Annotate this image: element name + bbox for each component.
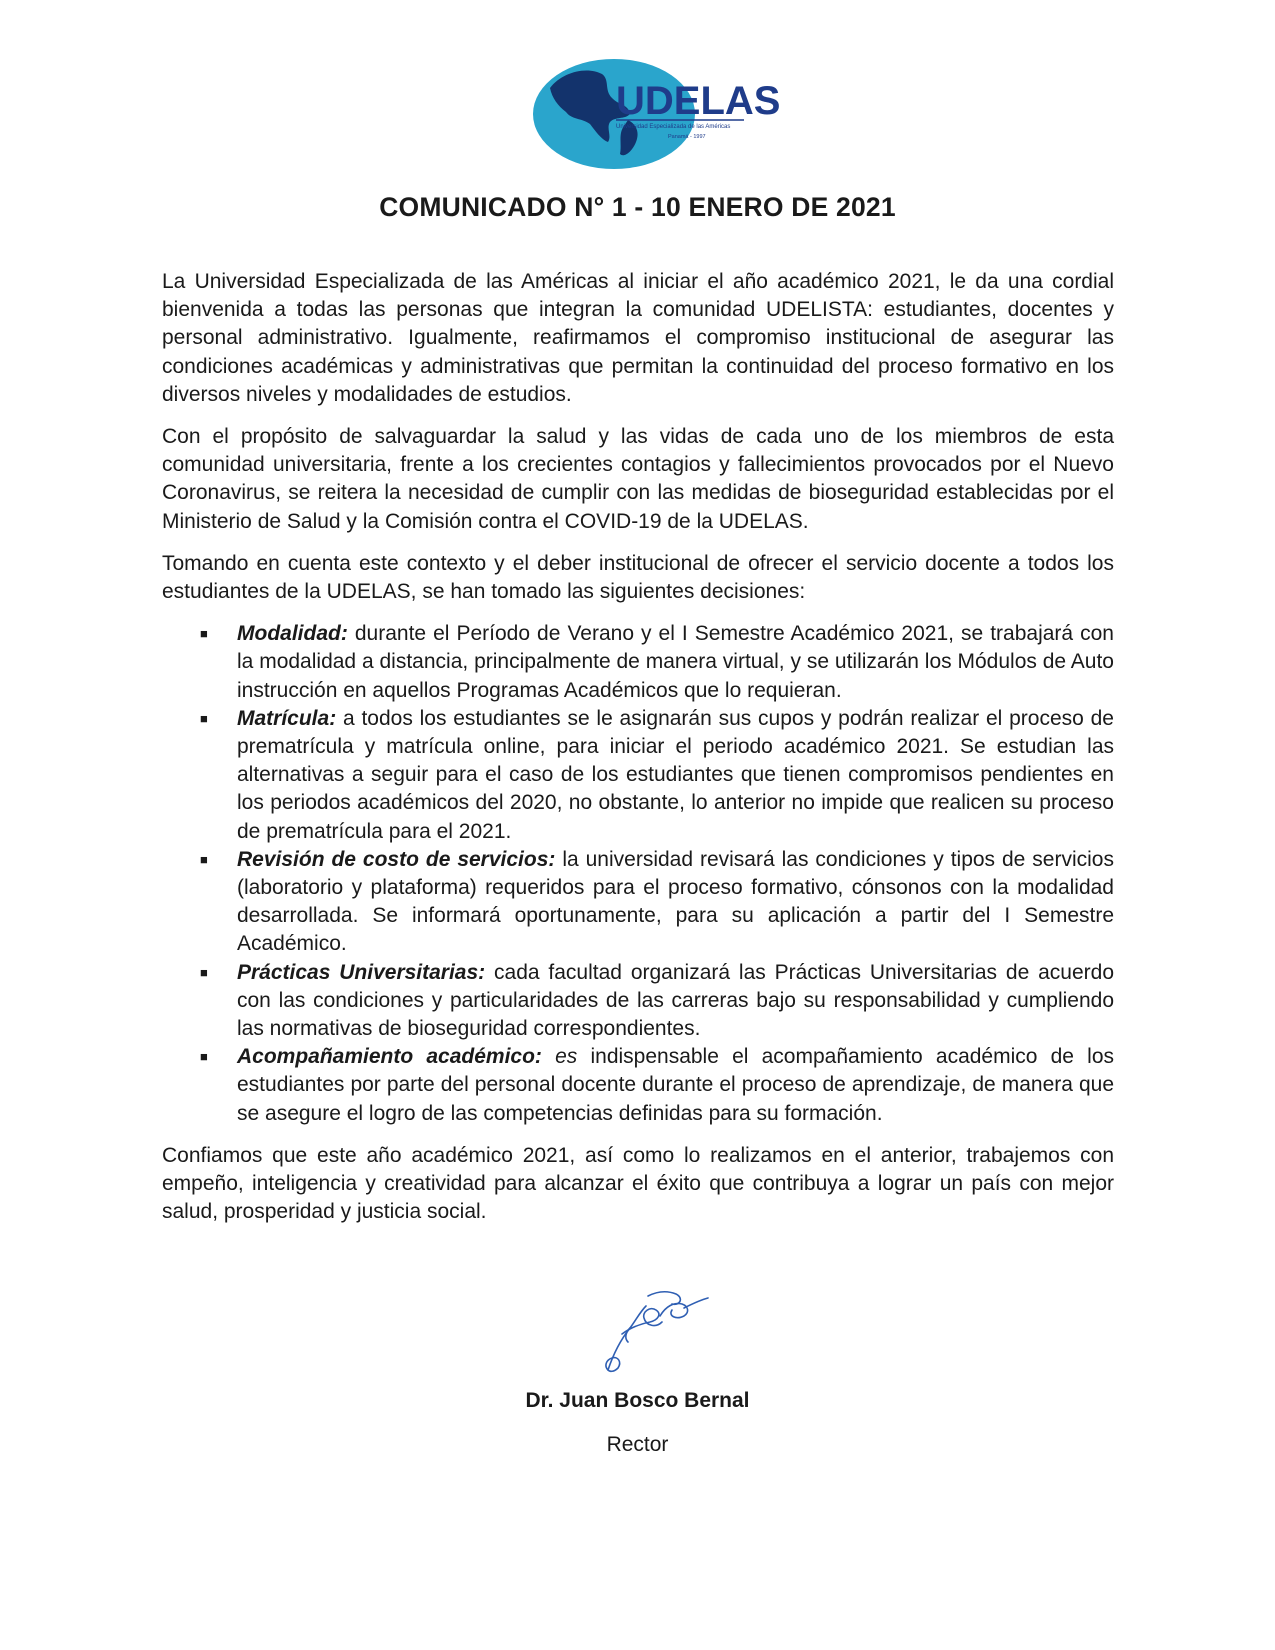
decision-text: la universidad revisará las condiciones y tipos de servicios (laboratorio y plataforma) requeridos para el proceso formativo, cónsonos con la modalidad desarrollada. Se informará oportunamente, para su aplicación a partir del I Semestre Académico.: [237, 847, 1114, 956]
decision-lead: es: [541, 1045, 578, 1069]
decision-label: Prácticas Universitarias:: [237, 960, 486, 984]
logo-place-year: Panamá - 1997: [668, 134, 706, 140]
logo-wordmark: UDELAS: [616, 79, 781, 123]
udelas-logo: [532, 58, 781, 170]
decision-label: Acompañamiento académico:: [237, 1045, 542, 1069]
bullet-square-icon: ■: [200, 851, 208, 867]
paragraph-intro: La Universidad Especializada de las Américas al iniciar el año académico 2021, le da una cordial bienvenida a todas las personas que integran la comunidad UDELISTA: estudiantes, docentes y personal administrativo. Igualmente, reafirmamos el compromiso institucional de asegurar las condiciones académicas y administrativas que permitan la continuidad del proceso formativo en los diversos niveles y modalidades de estudios.: [162, 270, 1114, 406]
decision-text: a todos los estudiantes se le asignarán sus cupos y podrán realizar el proceso de prematrícula y matrícula online, para iniciar el periodo académico 2021. Se estudian las alternativas a seguir para el caso de los estudiantes que tienen compromisos pendientes en los periodos académicos del 2020, no obstante, lo anterior no impide que realicen su proceso de prematrícula para el 2021.: [237, 706, 1114, 843]
decision-label: Revisión de costo de servicios:: [237, 847, 556, 871]
bullet-square-icon: ■: [200, 964, 208, 980]
decision-text: durante el Período de Verano y el I Semestre Académico 2021, se trabajará con la modalidad a distancia, principalmente de manera virtual, y se utilizarán los Módulos de Auto instrucción en aquellos Programas Académicos que lo requieran.: [237, 622, 1114, 702]
decision-text: cada facultad organizará las Prácticas Universitarias de acuerdo con las condiciones y particularidades de las carreras bajo su responsabilidad y cumpliendo las normativas de bioseguridad correspondientes.: [237, 960, 1114, 1041]
document-title: COMUNICADO N° 1 - 10 ENERO DE 2021: [379, 192, 896, 222]
signature-scribble-icon: [600, 1282, 720, 1377]
list-item: [162, 705, 1114, 846]
decision-text: indispensable el acompañamiento académico de los estudiantes por parte del personal docente durante el proceso de aprendizaje, de manera que se asegure el logro de las competencias definidas para su formación.: [237, 1045, 1114, 1125]
logo-tagline: Universidad Especializada de las Américas: [616, 124, 731, 130]
bullet-square-icon: ■: [200, 626, 208, 642]
signer-name: Dr. Juan Bosco Bernal: [525, 1389, 750, 1412]
decisions-list: [162, 620, 1114, 1128]
paragraph-decisions-intro: Tomando en cuenta este contexto y el deber institucional de ofrecer el servicio docente a todos los estudiantes de la UDELAS, se han tomado las siguientes decisiones:: [162, 551, 1114, 604]
signature: [600, 1282, 720, 1377]
decision-label: Matrícula:: [237, 706, 337, 730]
list-item: [162, 620, 1114, 705]
list-item: [162, 1043, 1114, 1128]
list-item: [162, 959, 1114, 1044]
paragraph-health: Con el propósito de salvaguardar la salud y las vidas de cada uno de los miembros de esta comunidad universitaria, frente a los crecientes contagios y fallecimientos provocados por el Nuevo Coronavirus, se reitera la necesidad de cumplir con las medidas de bioseguridad establecidas por el Ministerio de Salud y la Comisión contra el COVID-19 de la UDELAS.: [162, 425, 1114, 533]
bullet-square-icon: ■: [200, 1049, 208, 1065]
paragraph-closing: Confiamos que este año académico 2021, así como lo realizamos en el anterior, trabajemos con empeño, inteligencia y creatividad para alcanzar el éxito que contribuya a lograr un país con mejor salud, prosperidad y justicia social.: [162, 1143, 1114, 1224]
document-body: [162, 268, 1114, 1241]
decision-label: Modalidad:: [237, 622, 348, 646]
signer-role: Rector: [606, 1433, 669, 1456]
list-item: [162, 846, 1114, 959]
bullet-square-icon: ■: [200, 710, 208, 726]
globe-logo-icon: [532, 58, 781, 170]
